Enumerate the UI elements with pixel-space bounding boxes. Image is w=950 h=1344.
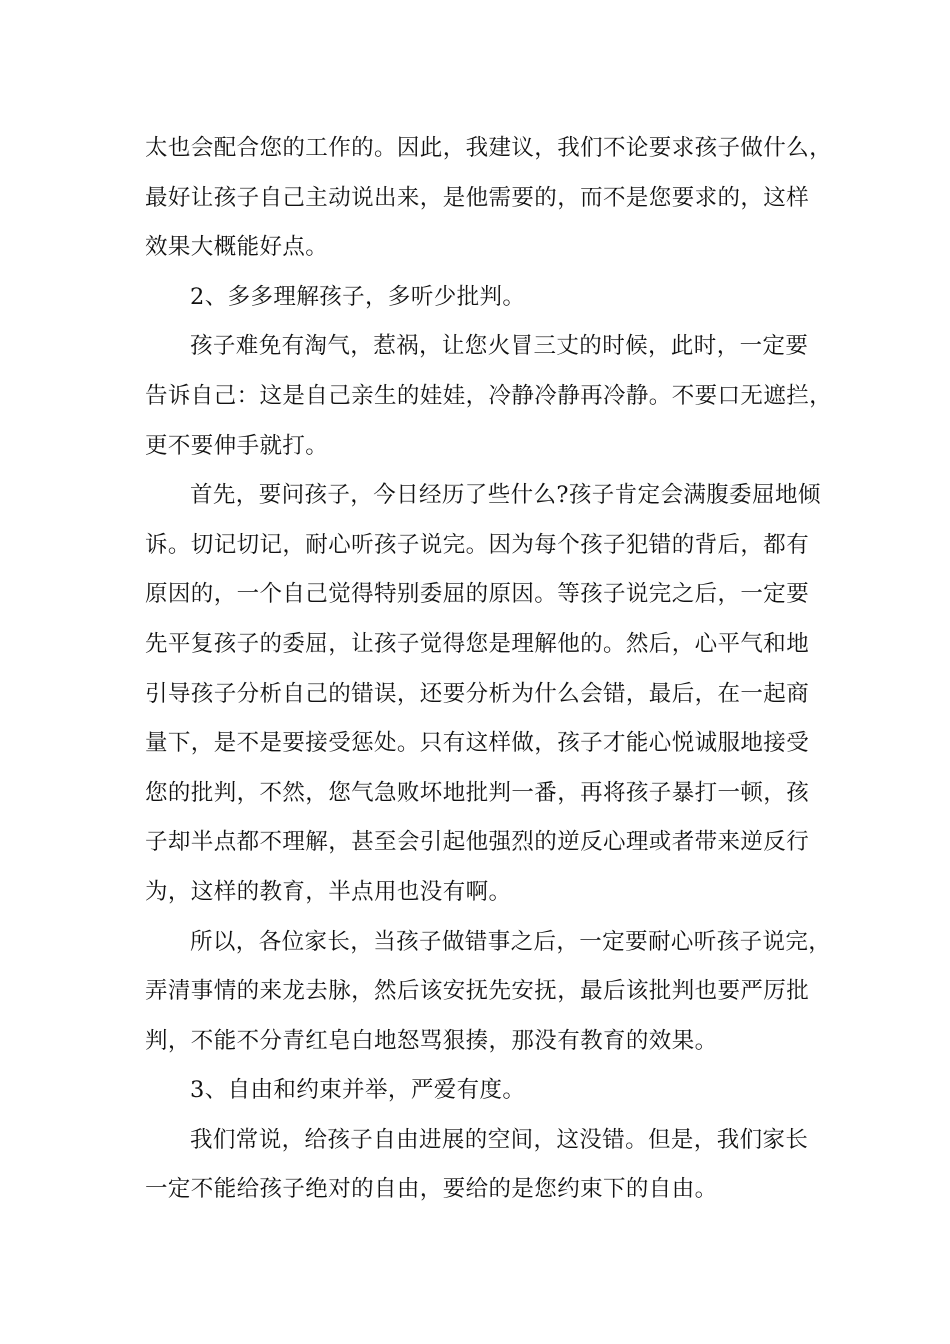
text-line: 诉。切记切记，耐心听孩子说完。因为每个孩子犯错的背后，都有 — [145, 531, 810, 558]
text-line: 所以，各位家长，当孩子做错事之后，一定要耐心听孩子说完， — [190, 928, 832, 955]
text-line: 子却半点都不理解，甚至会引起他强烈的逆反心理或者带来逆反行 — [145, 829, 810, 856]
text-line: 一定不能给孩子绝对的自由，要给的是您约束下的自由。 — [145, 1176, 718, 1203]
document-body — [145, 124, 833, 1215]
text-line: 更不要伸手就打。 — [145, 432, 329, 459]
text-line: 为，这样的教育，半点用也没有啊。 — [145, 878, 512, 905]
section-heading-2 — [145, 273, 810, 323]
heading-text: 3、自由和约束并举，严爱有度。 — [190, 1077, 526, 1104]
text-line: 判，不能不分青红皂白地怒骂狠揍，那没有教育的效果。 — [145, 1027, 718, 1054]
text-line: 太也会配合您的工作的。因此，我建议，我们不论要求孩子做什么， — [145, 135, 833, 161]
text-line: 最好让孩子自己主动说出来，是他需要的，而不是您要求的，这样 — [145, 184, 810, 211]
paragraph — [145, 471, 821, 917]
paragraph — [145, 1116, 810, 1215]
text-line: 告诉自己：这是自己亲生的娃娃，冷静冷静再冷静。不要口无遮拦， — [145, 382, 833, 409]
paragraph — [145, 918, 832, 1067]
text-line: 弄清事情的来龙去脉，然后该安抚先安抚，最后该批判也要严厉批 — [145, 978, 810, 1005]
paragraph-continuation — [145, 124, 833, 273]
text-line: 引导孩子分析自己的错误，还要分析为什么会错，最后，在一起商 — [145, 680, 810, 707]
text-line: 首先，要问孩子，今日经历了些什么?孩子肯定会满腹委屈地倾 — [190, 482, 821, 509]
heading-text: 2、多多理解孩子，多听少批判。 — [190, 283, 526, 310]
text-line: 先平复孩子的委屈，让孩子觉得您是理解他的。然后，心平气和地 — [145, 630, 810, 657]
text-line: 量下，是不是要接受惩处。只有这样做，孩子才能心悦诚服地接受 — [145, 730, 810, 757]
text-line: 您的批判，不然，您气急败坏地批判一番，再将孩子暴打一顿，孩 — [145, 779, 810, 806]
section-heading-3 — [145, 1066, 810, 1116]
text-line: 我们常说，给孩子自由进展的空间，这没错。但是，我们家长 — [190, 1126, 809, 1153]
paragraph — [145, 322, 833, 471]
text-line: 原因的，一个自己觉得特别委屈的原因。等孩子说完之后，一定要 — [145, 581, 810, 608]
text-line: 效果大概能好点。 — [145, 234, 329, 261]
text-line: 孩子难免有淘气，惹祸，让您火冒三丈的时候，此时，一定要 — [190, 333, 809, 360]
